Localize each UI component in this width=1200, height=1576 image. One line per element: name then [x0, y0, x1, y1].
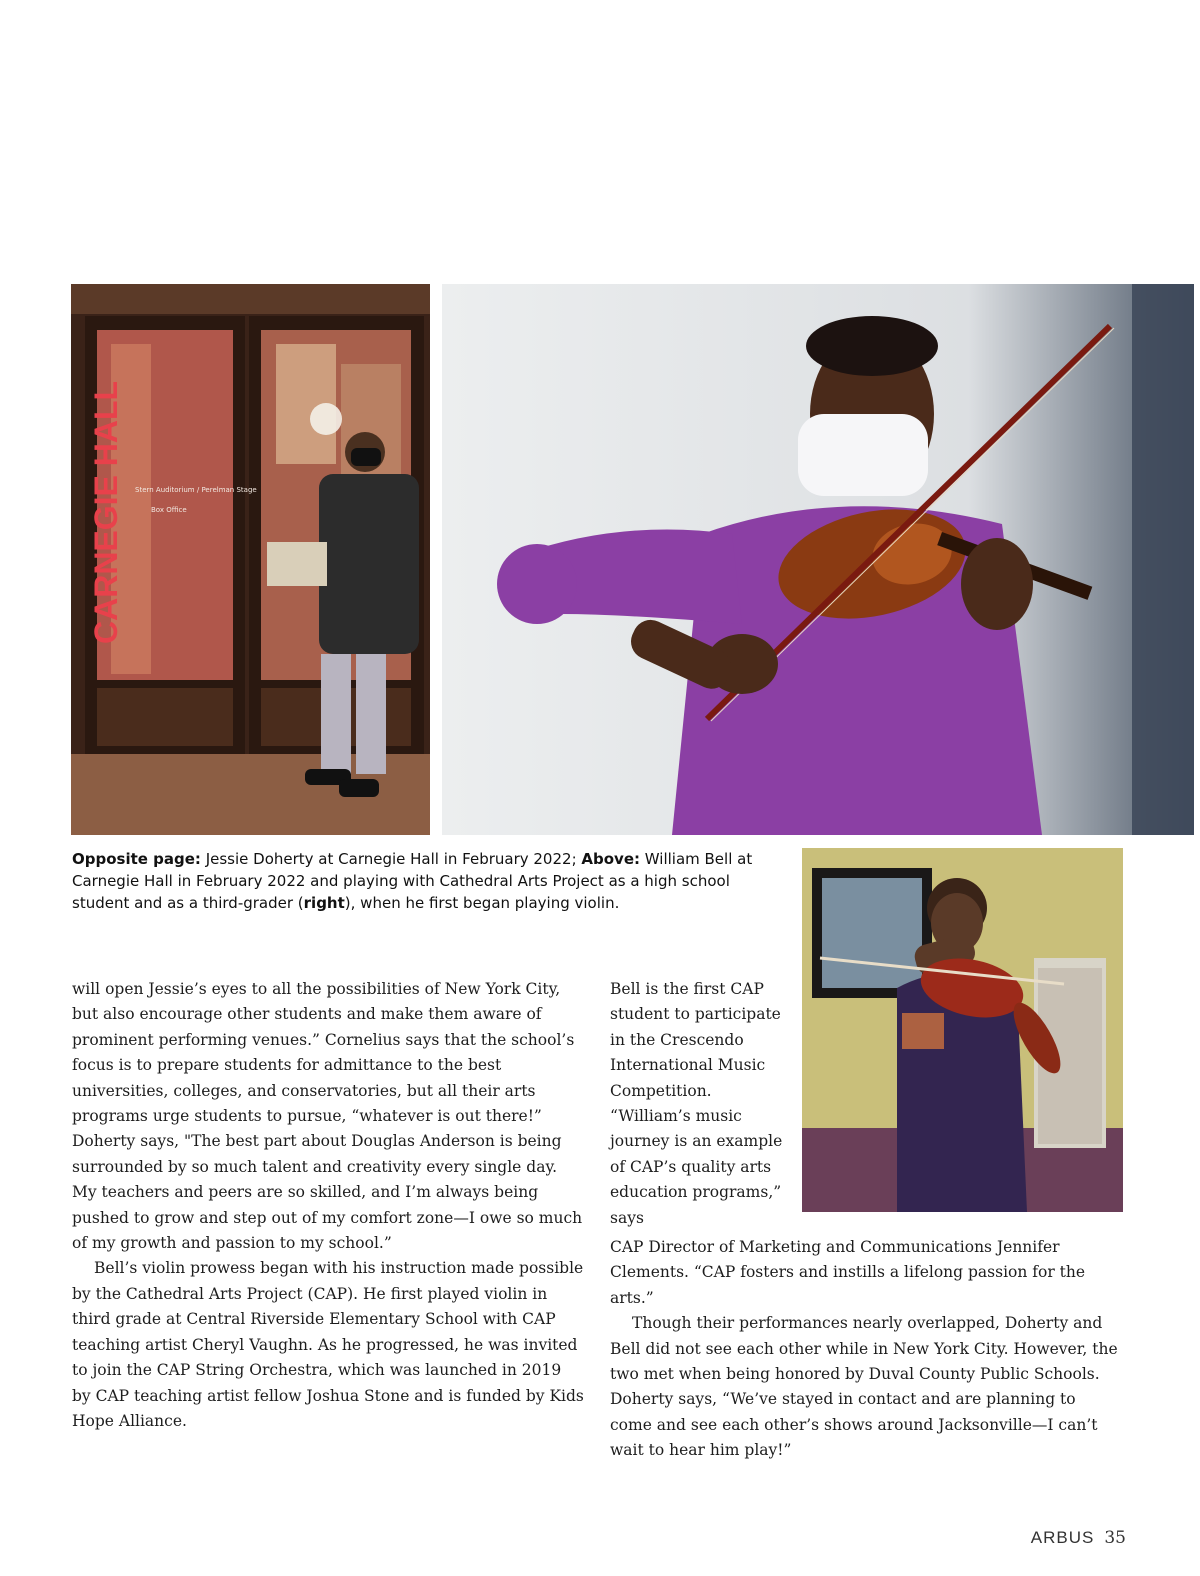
door-label-box-office: Box Office: [151, 506, 187, 514]
photo-young-william-violin: [802, 848, 1123, 1212]
door-label-stern: Stern Auditorium / Perelman Stage: [135, 486, 257, 494]
caption-text-opposite: Jessie Doherty at Carnegie Hall in February 2022;: [200, 850, 582, 868]
body-left-paragraph-1: will open Jessie’s eyes to all the possibilities of New York City, but also encourage other students and make them aware of prominent performing venues.” Cornelius says that the school’s focus is to prepare students for admittance to the best universities, colleges, and conservatories, but all their arts programs urge students to pursue, “whatever is out there!” Doherty says, "The best part about Douglas Anderson is being surrounded by so much talent and creativity every single day. My teachers and peers are so skilled, and I’m always being pushed to grow and step out of my comfort zone—I owe so much of my growth and passion to my school.”: [72, 980, 583, 1253]
caption-label-opposite: Opposite page:: [72, 850, 201, 868]
carnegie-hall-sign: CARNEGIE HALL: [88, 380, 124, 644]
caption-text-above: William Bell at Carnegie Hall in February 2022 and playing with Cathedral Arts Project as a high school student and as a third-grader (: [72, 850, 753, 912]
body-right-paragraph-1-narrow: Bell is the first CAP student to participate in the Crescendo International Music Competition. “William’s music journey is an example of CAP’s quality arts education programs,” says: [610, 980, 783, 1227]
caption-label-above: Above:: [581, 850, 640, 868]
body-right-paragraph-1-wide: CAP Director of Marketing and Communications Jennifer Clements. “CAP fosters and instills a lifelong passion for the arts.”: [610, 1238, 1086, 1307]
magazine-name: ARBUS: [1030, 1528, 1095, 1547]
caption-label-right: right: [303, 894, 345, 912]
body-left-column: [72, 977, 584, 1434]
body-left-paragraph-2: Bell’s violin prowess began with his instruction made possible by the Cathedral Arts Project (CAP). He first played violin in third grade at Central Riverside Elementary School with CAP teaching artist Cheryl Vaughn. As he progressed, he was invited to join the CAP String Orchestra, which was launched in 2019 by CAP teaching artist fellow Joshua Stone and is funded by Kids Hope Alliance.: [72, 1259, 584, 1430]
caption-text-end: ), when he first began playing violin.: [344, 894, 620, 912]
body-right-paragraph-2: Though their performances nearly overlapped, Doherty and Bell did not see each other while in New York City. However, the two met when being honored by Duval County Public Schools. Doherty says, “We’ve stayed in contact and are planning to come and see each other’s shows around Jacksonville—I can’t wait to hear him play!”: [610, 1314, 1118, 1460]
page-folio: [1031, 1528, 1126, 1548]
photo-william-bell-violin: [442, 284, 1194, 835]
photo-caption: [72, 848, 772, 914]
body-right-column-narrow: [610, 977, 790, 1231]
body-right-column-wide: [610, 1235, 1122, 1464]
photo-carnegie-hall-entrance: [71, 284, 430, 835]
page-number: 35: [1104, 1528, 1126, 1548]
